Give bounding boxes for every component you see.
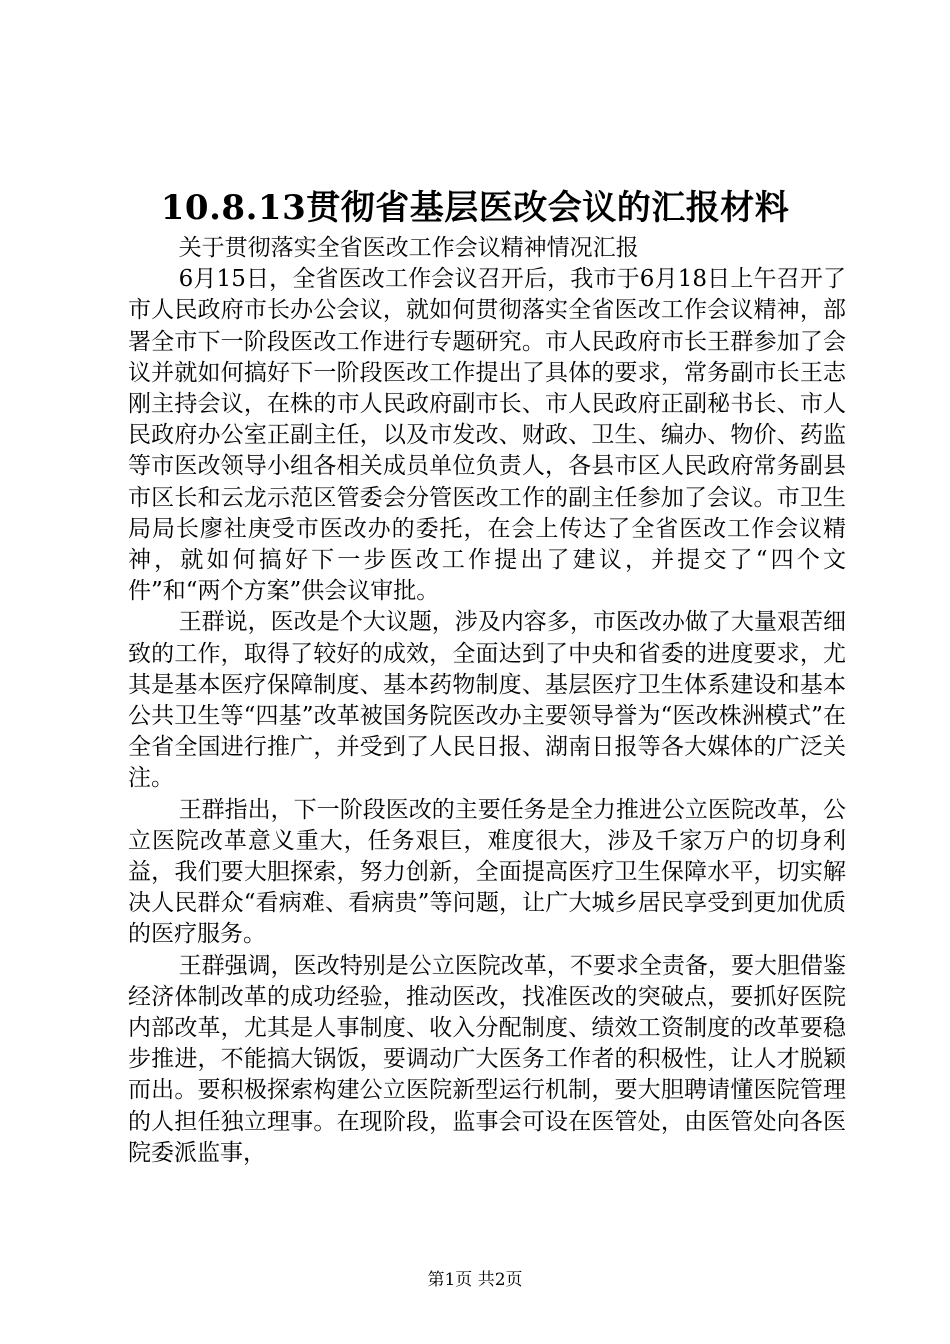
paragraph: 6月15日，全省医改工作会议召开后，我市于6月18日上午召开了市人民政府市长办公会议，就如何贯彻落实全省医改工作会议精神，部署全市下一阶段医改工作进行专题研究。市人民政府市长王群参加了会议并就如何搞好下一阶段医改工作提出了具体的要求，常务副市长王志刚主持会议，在株的市人民政府副市长、市人民政府正副秘书长、市人民政府办公室正副主任，以及市发改、财政、卫生、编办、物价、药监等市医改领导小组各相关成员单位负责人，各县市区人民政府常务副县市区长和云龙示范区管委会分管医改工作的副主任参加了会议。市卫生局局长廖社庚受市医改办的委托，在会上传达了全省医改工作会议精神，就如何搞好下一步医改工作提出了建议，并提交了“四个文件”和“两个方案”供会议审批。 xyxy=(128,266,846,605)
document-title: 10.8.13贯彻省基层医改会议的汇报材料 xyxy=(160,188,790,228)
document-subtitle: 关于贯彻落实全省医改工作会议精神情况汇报 xyxy=(178,235,639,261)
page-number-footer: 第1页 共2页 xyxy=(427,1270,523,1290)
paragraph: 王群说，医改是个大议题，涉及内容多，市医改办做了大量艰苦细致的工作，取得了较好的成效，全面达到了中央和省委的进度要求，尤其是基本医疗保障制度、基本药物制度、基层医疗卫生体系建设和基本公共卫生等“四基”改革被国务院医改办主要领导誉为“医改株洲模式”在全省全国进行推广，并受到了人民日报、湖南日报等各大媒体的广泛关注。 xyxy=(128,609,846,792)
paragraph: 王群强调，医改特别是公立医院改革，不要求全责备，要大胆借鉴经济体制改革的成功经验，推动医改，找准医改的突破点，要抓好医院内部改革，尤其是人事制度、收入分配制度、绩效工资制度的改革要稳步推进，不能搞大锅饭，要调动广大医务工作者的积极性，让人才脱颖而出。要积极探索构建公立医院新型运行机制，要大胆聘请懂医院管理的人担任独立理事。在现阶段，监事会可设在医管处，由医管处向各医院委派监事， xyxy=(128,952,846,1166)
paragraph: 王群指出，下一阶段医改的主要任务是全力推进公立医院改革，公立医院改革意义重大，任务艰巨，难度很大，涉及千家万户的切身利益，我们要大胆探索，努力创新，全面提高医疗卫生保障水平，切实解决人民群众“看病难、看病贵”等问题，让广大城乡居民享受到更加优质的医疗服务。 xyxy=(128,796,846,948)
document-body xyxy=(128,233,846,1169)
